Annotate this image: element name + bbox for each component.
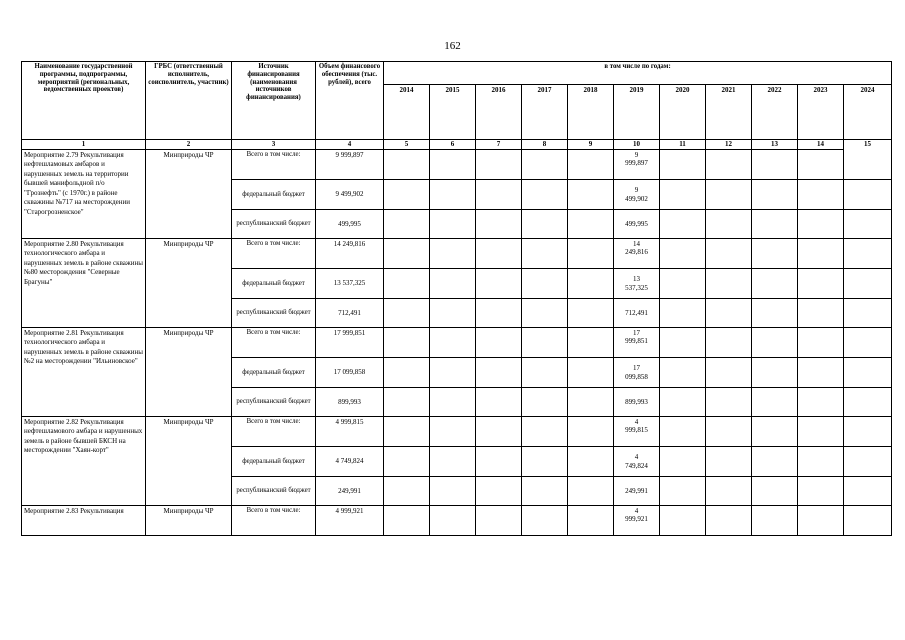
header-by-years: в том числе по годам:: [384, 62, 892, 85]
funding-amount: 9 499,902: [316, 180, 384, 210]
year-2019-value: 712,491: [614, 299, 660, 328]
funding-amount: 4 749,824: [316, 447, 384, 477]
year-2019-value: 4 999,921: [614, 506, 660, 536]
year-2019-value: 17 999,851: [614, 328, 660, 358]
funding-amount: 17 999,851: [316, 328, 384, 358]
funding-source: республиканский бюджет: [232, 477, 316, 506]
funding-amount: 9 999,897: [316, 150, 384, 180]
year-2019-value: 14 249,816: [614, 239, 660, 269]
column-number: 9: [568, 140, 614, 150]
funding-source: Всего в том числе:: [232, 239, 316, 269]
measure-grbs: Минприроды ЧР: [146, 150, 232, 239]
funding-amount: 712,491: [316, 299, 384, 328]
year-header: 2015: [430, 85, 476, 140]
funding-source: республиканский бюджет: [232, 210, 316, 239]
funding-source: республиканский бюджет: [232, 299, 316, 328]
year-header: 2018: [568, 85, 614, 140]
year-2019-value: 9 999,897: [614, 150, 660, 180]
measure-name: Мероприятие 2.79 Рекультивация нефтешламовых амбаров и нарушенных земель на территории бывшей манифольдной п/о "Грознефть" (с 1970г.) в районе скважины №717 на месторождении "Старогрозненское": [22, 150, 146, 239]
budget-table: [21, 61, 892, 536]
funding-source: федеральный бюджет: [232, 180, 316, 210]
year-header: 2021: [706, 85, 752, 140]
page-number: 162: [444, 40, 461, 52]
measure-name: Мероприятие 2.81 Рекультивация технологического амбара и нарушенных земель в районе скважины №2 на месторождении "Ильиновское": [22, 328, 146, 417]
table-row: [22, 506, 892, 536]
year-header: 2016: [476, 85, 522, 140]
funding-amount: 499,995: [316, 210, 384, 239]
measure-grbs: Минприроды ЧР: [146, 417, 232, 506]
funding-amount: 4 999,815: [316, 417, 384, 447]
measure-name: Мероприятие 2.82 Рекультивация нефтешламового амбара и нарушенных земель в районе бывшей БКСН на месторождении "Хаян-корт": [22, 417, 146, 506]
column-number: 7: [476, 140, 522, 150]
funding-amount: 14 249,816: [316, 239, 384, 269]
funding-amount: 899,993: [316, 388, 384, 417]
column-number: 1: [22, 140, 146, 150]
year-header: 2024: [844, 85, 892, 140]
column-number: 10: [614, 140, 660, 150]
year-2019-value: 9 499,902: [614, 180, 660, 210]
year-header: 2020: [660, 85, 706, 140]
column-number: 6: [430, 140, 476, 150]
year-header: 2019: [614, 85, 660, 140]
year-2019-value: 499,995: [614, 210, 660, 239]
funding-source: Всего в том числе:: [232, 150, 316, 180]
column-number: 15: [844, 140, 892, 180]
measure-grbs: Минприроды ЧР: [146, 239, 232, 328]
header-name: Наименование государственной программы, подпрограммы, мероприятий (региональных, ведомственных проектов): [22, 62, 146, 140]
table-row: [22, 417, 892, 447]
funding-source: Всего в том числе:: [232, 328, 316, 358]
year-header: 2023: [798, 85, 844, 140]
column-number: 2: [146, 140, 232, 150]
table-row: [22, 150, 892, 180]
column-number: 3: [232, 140, 316, 150]
funding-source: Всего в том числе:: [232, 417, 316, 447]
funding-source: республиканский бюджет: [232, 388, 316, 417]
header-grbs: ГРБС (ответственный исполнитель, соисполнитель, участник): [146, 62, 232, 140]
column-number: 5: [384, 140, 430, 150]
column-number: 13: [752, 140, 798, 150]
year-header: 2014: [384, 85, 430, 140]
column-number-row: [22, 140, 892, 150]
header-amount: Объем финансового обеспечения (тыс. рублей), всего: [316, 62, 384, 140]
funding-source: федеральный бюджет: [232, 269, 316, 299]
year-header: 2022: [752, 85, 798, 140]
year-2019-value: 4 999,815: [614, 417, 660, 447]
table-body: [22, 140, 892, 536]
column-number: 4: [316, 140, 384, 150]
column-number: 8: [522, 140, 568, 150]
column-number: 14: [798, 140, 844, 150]
year-2019-value: 4 749,824: [614, 447, 660, 477]
funding-amount: 17 099,858: [316, 358, 384, 388]
year-2019-value: 249,991: [614, 477, 660, 506]
year-2019-value: 899,993: [614, 388, 660, 417]
measure-grbs: Минприроды ЧР: [146, 506, 232, 536]
year-header: 2017: [522, 85, 568, 140]
measure-name: Мероприятие 2.80 Рекультивация технологического амбара и нарушенных земель в районе скважины №80 месторождения "Северные Брагуны": [22, 239, 146, 328]
funding-source: Всего в том числе:: [232, 506, 316, 536]
funding-amount: 4 999,921: [316, 506, 384, 536]
header-source: Источник финансирования (наименования источников финансирования): [232, 62, 316, 140]
year-2019-value: 17 099,858: [614, 358, 660, 388]
column-number: 11: [660, 140, 706, 150]
funding-amount: 249,991: [316, 477, 384, 506]
funding-source: федеральный бюджет: [232, 447, 316, 477]
table-row: [22, 328, 892, 358]
year-2019-value: 13 537,325: [614, 269, 660, 299]
column-number: 12: [706, 140, 752, 150]
funding-amount: 13 537,325: [316, 269, 384, 299]
measure-name: Мероприятие 2.83 Рекультивация: [22, 506, 146, 536]
table-row: [22, 239, 892, 269]
measure-grbs: Минприроды ЧР: [146, 328, 232, 417]
funding-source: федеральный бюджет: [232, 358, 316, 388]
